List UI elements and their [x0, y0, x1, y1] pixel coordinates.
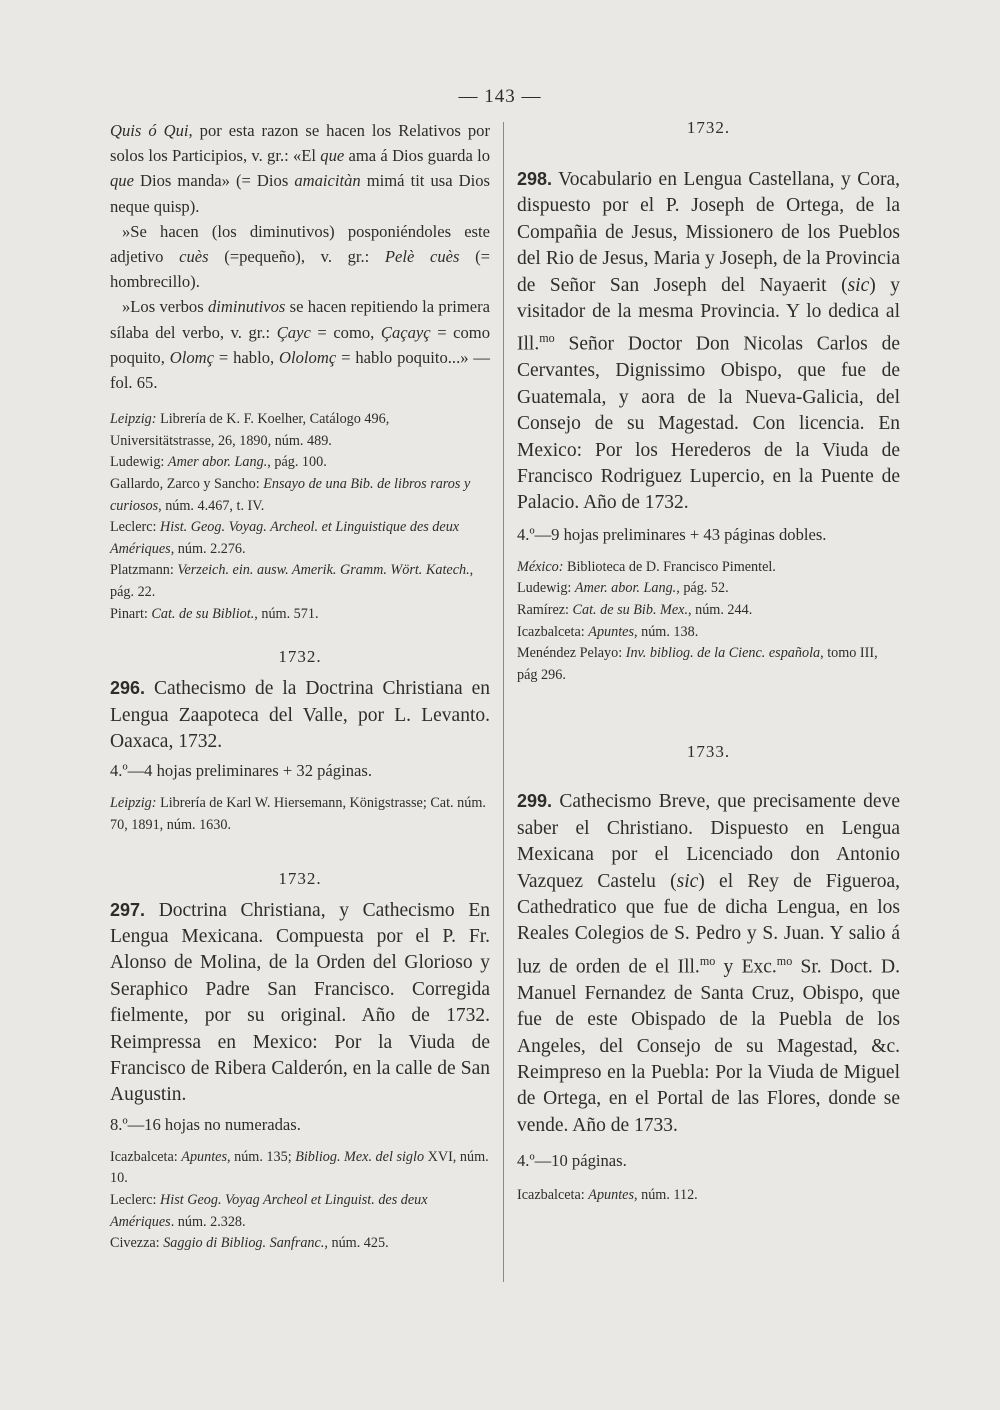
- italic-term: que: [320, 146, 345, 166]
- text-run: , núm. 4.467, t. IV.: [158, 497, 265, 514]
- superscript: mo: [776, 953, 793, 968]
- italic-term: Cat. de su Bibliot.: [151, 605, 255, 622]
- entry-title-text: Sr. Doct. D. Manuel Fernandez de Santa Cruz, Obispo, que fue de este Obispado de la Puebla de los Angeles, del Consejo de su Magestad, &c. Reimpreso en la Puebla: Por la Viuda de Miguel de Ortega, en el Portal de las Flores, donde se vende. Año de 1733.: [517, 956, 901, 1136]
- text-run: = como poquito,: [110, 322, 490, 367]
- reference-line: [110, 517, 490, 560]
- superscript: mo: [539, 331, 555, 346]
- text-run: Leclerc:: [110, 1192, 161, 1209]
- text-run: , pág. 52.: [676, 580, 729, 597]
- intro-paragraph-1: [110, 118, 490, 219]
- references-block: [517, 1185, 900, 1207]
- text-run: XVI, núm. 10.: [110, 1148, 489, 1187]
- italic-term: Verzeich. ein. ausw. Amerik. Gramm. Wört. Katech.: [177, 562, 470, 579]
- text-run: Ludewig:: [110, 454, 168, 471]
- column-divider: [503, 122, 504, 1282]
- text-run: Leclerc:: [110, 519, 161, 536]
- italic-term: amaicitàn: [294, 171, 361, 191]
- reference-line: [110, 1233, 490, 1255]
- italic-term: sic: [676, 870, 699, 892]
- entry-296: [110, 675, 490, 755]
- entry-title-text: Cathecismo Breve, que precisamente deve saber el Christiano. Dispuesto en Lengua Mexicana por el Licenciado don Antonio Vazquez Castelu (: [517, 791, 900, 892]
- text-run: = como,: [310, 322, 381, 342]
- reference-line: [110, 474, 490, 517]
- italic-term: Saggio di Bibliog. Sanfranc.: [163, 1235, 325, 1252]
- entry-title-text: y Exc.: [715, 956, 777, 978]
- text-run: , núm. 112.: [634, 1187, 698, 1204]
- italic-term: que: [110, 171, 134, 191]
- text-run: Ludewig:: [517, 580, 575, 597]
- italic-term: Amer. abor. Lang.: [574, 580, 677, 597]
- reference-line: [110, 1190, 490, 1233]
- entry-title-text: Doctrina Christiana, y Cathecismo En Lengua Mexicana. Compuesta por el P. Fr. Alonso de Molina, de la Orden del Glorioso y Seraphico Padre San Francisco. Corregida fielmente, por su original. Año de 1732. Reimpressa en Mexico: Por la Viuda de Francisco de Ribera Calderón, en la calle de San Augustin.: [110, 899, 490, 1106]
- text-run: Librería de Karl W. Hiersemann, Königstrasse; Cat. núm. 70, 1891, núm. 1630.: [110, 795, 486, 833]
- italic-term: Ensayo de una Bib. de libros raros y curiosos: [110, 476, 471, 514]
- italic-term: sic: [847, 274, 870, 296]
- entry-format: 4.º—10 páginas.: [517, 1151, 627, 1171]
- italic-term: Cat. de su Bib. Mex.: [572, 601, 688, 618]
- italic-term: Quis ó Qui: [110, 121, 189, 140]
- intro-paragraph-2: [110, 219, 490, 295]
- italic-term: Çaçayç: [380, 322, 431, 342]
- text-run: Icazbalceta:: [517, 1187, 589, 1204]
- text-run: Civezza:: [110, 1235, 164, 1252]
- italic-term: Leipzig:: [110, 795, 157, 812]
- text-run: , núm. 425.: [324, 1235, 389, 1252]
- year-heading: 1733.: [686, 742, 731, 762]
- text-run: mimá tit usa Dios neque quisp).: [110, 171, 490, 216]
- text-run: , núm. 571.: [254, 605, 319, 622]
- text-run: (= hombrecillo).: [110, 247, 490, 292]
- text-run: . núm. 2.328.: [170, 1213, 246, 1230]
- text-run: , núm. 138.: [634, 623, 699, 640]
- references-block: [517, 557, 900, 687]
- text-run: , tomo III, pág 296.: [517, 645, 878, 683]
- text-run: Ramírez:: [517, 601, 573, 618]
- left-column: [110, 118, 490, 1255]
- text-run: = hablo poquito...» — fol. 65.: [110, 347, 490, 393]
- text-run: , núm. 135;: [227, 1148, 296, 1165]
- text-run: Menéndez Pelayo:: [517, 645, 626, 662]
- reference-line: [517, 578, 900, 600]
- italic-term: cuès: [179, 247, 209, 267]
- italic-term: Çayc: [276, 322, 311, 342]
- italic-term: Ololomç: [279, 347, 337, 367]
- text-run: Pinart:: [110, 605, 152, 622]
- italic-term: Inv. bibliog. de la Cienc. española: [625, 645, 821, 662]
- entry-number: 299.: [517, 791, 553, 812]
- references-block: [110, 1147, 490, 1255]
- text-run: (=pequeño), v. gr.:: [208, 247, 385, 267]
- text-run: , por esta razon se hacen los Relativos por solos los Participios, v. gr.: «El: [110, 121, 490, 166]
- entry-title-text: Cathecismo de la Doctrina Christiana en Lengua Zaapoteca del Valle, por L. Levanto. Oaxaca, 1732.: [110, 678, 490, 752]
- year-heading: 1732.: [278, 647, 322, 667]
- references-block: [110, 793, 490, 836]
- entry-format: 8.º—16 hojas no numeradas.: [110, 1114, 301, 1134]
- entry-299: [517, 788, 900, 1139]
- reference-line: [110, 793, 490, 836]
- year-heading: 1732.: [686, 118, 731, 137]
- italic-term: diminutivos: [207, 297, 286, 317]
- page-number: — 143 —: [458, 86, 542, 107]
- text-run: Librería de K. F. Koelher, Catálogo 496, Universitätstrasse, 26, 1890, núm. 489.: [110, 411, 390, 449]
- text-run: , pág. 22.: [110, 562, 474, 600]
- reference-line: [517, 643, 900, 686]
- text-run: »Se hacen (los diminutivos) posponiéndoles este adjetivo: [110, 221, 490, 267]
- text-run: Biblioteca de D. Francisco Pimentel.: [563, 558, 776, 575]
- text-run: Dios manda» (= Dios: [133, 171, 295, 191]
- italic-term: Hist Geog. Voyag Archeol et Linguist. des deux Amériques: [110, 1192, 428, 1230]
- reference-line: [110, 1147, 490, 1190]
- reference-line: [110, 452, 490, 474]
- text-run: ama á Dios guarda lo: [344, 146, 491, 166]
- entry-title-text: Señor Doctor Don Nicolas Carlos de Cervantes, Dignissimo Obispo, que fue de Guatemala, y aora de la Nueva-Galicia, del Consejo de su Magestad. Con licencia. En Mexico: Por los Herederos de la Viuda de Francisco Rodriguez Lupercio, en la Puente de Palacio. Año de 1732.: [517, 333, 900, 514]
- entry-title-text: Vocabulario en Lengua Castellana, y Cora, dispuesto por el P. Joseph de Ortega, de la Compañia de Jesus, Missionero de los Pueblos del Rio de Jesus, Maria y Joseph, de la Provincia de Señor San Joseph del Nayaerit (: [517, 169, 900, 296]
- text-run: , núm. 244.: [688, 601, 753, 618]
- italic-term: Bibliog. Mex. del siglo: [295, 1148, 425, 1165]
- reference-line: [110, 560, 490, 603]
- text-run: , pág. 100.: [267, 454, 327, 471]
- intro-text: [110, 118, 490, 395]
- italic-term: Hist. Geog. Voyag. Archeol. et Linguistique des deux Amériques: [110, 519, 460, 557]
- reference-line: [110, 604, 490, 626]
- entry-number: 296.: [110, 678, 146, 699]
- entry-format: 4.º—4 hojas preliminares + 32 páginas.: [110, 761, 372, 781]
- text-run: se hacen repitiendo la primera sílaba del verbo, v. gr.:: [110, 297, 490, 342]
- entry-298: [517, 166, 900, 517]
- italic-term: Apuntes: [588, 1187, 634, 1204]
- text-run: Icazbalceta:: [517, 623, 589, 640]
- entry-title-text: ) el Rey de Figueroa, Cathedratico que fue de dicha Lengua, en los Reales Colegios de S. Pedro y S. Juan. Y salio á luz de orden de el Ill.: [517, 870, 901, 978]
- entry-title-text: ) y visitador de la mesma Provincia. Y lo dedica al Ill.: [517, 274, 900, 355]
- reference-line: [110, 409, 490, 452]
- entry-format: 4.º—9 hojas preliminares + 43 páginas dobles.: [517, 524, 827, 544]
- text-run: = hablo,: [214, 347, 280, 367]
- intro-paragraph-3: [110, 294, 490, 395]
- text-run: »Los verbos: [122, 297, 208, 317]
- references-block: [110, 409, 490, 625]
- italic-term: Amer abor. Lang.: [167, 454, 268, 471]
- italic-term: Apuntes: [181, 1148, 227, 1165]
- year-heading: 1732.: [278, 868, 322, 888]
- text-run: Platzmann:: [110, 562, 178, 579]
- entry-297: [110, 897, 490, 1109]
- reference-line: [517, 1185, 900, 1207]
- right-column: [517, 118, 900, 1207]
- italic-term: Apuntes: [588, 623, 634, 640]
- reference-line: [517, 557, 900, 579]
- entry-number: 297.: [110, 899, 146, 920]
- superscript: mo: [699, 953, 716, 968]
- text-run: , núm. 2.276.: [170, 540, 246, 557]
- reference-line: [517, 600, 900, 622]
- italic-term: Leipzig:: [110, 411, 157, 428]
- text-run: Gallardo, Zarco y Sancho:: [110, 476, 264, 493]
- italic-term: Pelè cuès: [384, 247, 460, 267]
- reference-line: [517, 622, 900, 644]
- italic-term: México:: [517, 558, 564, 575]
- italic-term: Olomç: [169, 347, 214, 367]
- text-run: Icazbalceta:: [110, 1148, 182, 1165]
- entry-number: 298.: [517, 169, 553, 189]
